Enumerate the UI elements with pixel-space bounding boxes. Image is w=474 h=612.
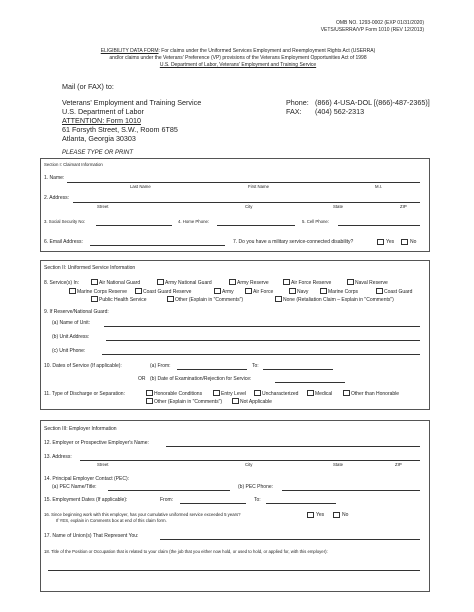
service-from-field[interactable] <box>177 369 247 370</box>
discharge-checkbox[interactable] <box>343 390 350 396</box>
cumulative-service-note: If YES, explain in Comments box at end of this claim form. <box>56 518 167 523</box>
position-title-field[interactable] <box>48 570 420 571</box>
discharge-option-label: Other (Explain in "Comments") <box>154 399 223 405</box>
discharge-option-label: Other than Honorable <box>351 391 400 397</box>
employer-state-caption: State <box>333 462 344 467</box>
employer-zip-caption: ZIP <box>395 462 402 467</box>
pec-phone-field[interactable] <box>282 490 420 491</box>
disability-no-checkbox[interactable] <box>401 239 408 245</box>
pec-name-label: (a) PEC Name/Title: <box>52 484 97 490</box>
union-label: 17. Name of Union(s) That Represent You: <box>44 533 139 539</box>
state-caption: State <box>333 204 344 209</box>
eligibility-desc1: : For claims under the Uniformed Services Employment and Reemployment Rights Act (USERRA) <box>158 48 376 54</box>
employment-from-field[interactable] <box>180 503 246 504</box>
service-label: 8. Service(s) In: <box>44 280 80 286</box>
home-phone-label: 4. Home Phone: <box>178 219 210 224</box>
exam-date-label: (b) Date of Examination/Rejection for Service: <box>150 376 252 382</box>
ssn-label: 3. Social Security No: <box>44 219 86 224</box>
section-1-title: Section I: Claimant Information <box>44 162 103 167</box>
mail-address-line1: Veterans' Employment and Training Service <box>62 98 202 107</box>
mi-caption: M.I. <box>375 184 383 189</box>
pec-phone-label: (b) PEC Phone: <box>238 484 274 490</box>
phone-value: (866) 4-USA-DOL [(866)-487-2365)] <box>315 98 430 107</box>
service-option-label: Other (Explain in "Comments") <box>175 297 244 303</box>
last-name-caption: Last Name <box>130 184 151 189</box>
unit-phone-field[interactable] <box>102 354 420 355</box>
service-checkbox[interactable] <box>275 296 282 302</box>
cumulative-yes-checkbox[interactable] <box>307 512 314 518</box>
mail-to-label: Mail (or FAX) to: <box>62 82 114 91</box>
service-checkbox[interactable] <box>69 288 76 294</box>
discharge-label: 11. Type of Discharge or Separation: <box>44 391 125 397</box>
service-to-field[interactable] <box>263 369 333 370</box>
service-option-label: None (Retaliation Claim – Explain in "Comments") <box>283 297 394 303</box>
discharge-option-label: Medical <box>315 391 333 397</box>
city-caption: City <box>245 204 253 209</box>
position-title-question: 18. Title of the Position or Occupation that is related to your claim (the job that you either now hold, or used to hold, or applied for, with this employer): <box>44 549 328 554</box>
employment-to-field[interactable] <box>266 503 336 504</box>
employer-name-field[interactable] <box>166 446 420 447</box>
employment-from-label: From: <box>160 497 174 503</box>
service-option-label: Navy <box>297 289 309 295</box>
pec-label: 14. Principal Employer Contact (PEC): <box>44 476 130 482</box>
name-field[interactable] <box>67 182 420 183</box>
service-checkbox[interactable] <box>283 279 290 285</box>
discharge-checkbox[interactable] <box>146 398 153 404</box>
section-3-title: Section III: Employer Information <box>44 426 117 432</box>
unit-phone-label: (c) Unit Phone: <box>52 348 86 354</box>
cumulative-service-question: 16. Since beginning work with this employer, has your cumulative uniformed service exceeded 5 years? <box>44 512 241 517</box>
discharge-option-label: Honorable Conditions <box>154 391 203 397</box>
section-2-title: Section II: Uniformed Service Information <box>44 265 136 271</box>
dates-of-service-label: 10. Dates of Service (If applicable): <box>44 363 122 369</box>
employer-street-caption: Street <box>97 462 109 467</box>
discharge-option-label: Uncharacterized <box>262 391 299 397</box>
first-name-caption: First Name <box>248 184 270 189</box>
address-label: 2. Address: <box>44 195 70 201</box>
service-checkbox[interactable] <box>167 296 174 302</box>
union-field[interactable] <box>160 539 420 540</box>
form-revision: VETS/USERRA/VP Form 1010 (REV 12/2013) <box>320 27 424 33</box>
mail-address-line2: U.S. Department of Labor <box>62 107 144 116</box>
eligibility-title: ELIGIBILITY DATA FORM <box>100 48 159 54</box>
service-option-label: Air Force Reserve <box>291 280 332 286</box>
employment-to-label: To: <box>254 497 261 503</box>
reserve-guard-label: 9. If Reserve/National Guard: <box>44 309 109 315</box>
address-field[interactable] <box>73 202 420 203</box>
cumulative-yes-label: Yes <box>316 512 325 518</box>
service-option-label: Marine Corps Reserve <box>77 289 128 295</box>
disability-no-label: No <box>410 239 417 245</box>
mail-address-line5: Atlanta, Georgia 30303 <box>62 134 136 143</box>
service-checkbox[interactable] <box>135 288 142 294</box>
employer-address-label: 13. Address: <box>44 454 72 460</box>
email-label: 6. Email Address: <box>44 239 83 245</box>
service-option-label: Air Force <box>253 289 274 295</box>
or-label: OR <box>138 376 146 382</box>
pec-name-field[interactable] <box>108 490 230 491</box>
cumulative-no-checkbox[interactable] <box>333 512 340 518</box>
eligibility-desc2: and/or claims under the Veterans' Preference (VP) provisions of the Veterans Employment Opportunities Act of 1998 <box>109 55 367 61</box>
cell-phone-label: 5. Cell Phone: <box>302 219 329 224</box>
service-checkbox[interactable] <box>320 288 327 294</box>
discharge-checkbox[interactable] <box>213 390 220 396</box>
service-option-label: Marine Corps <box>328 289 359 295</box>
unit-address-field[interactable] <box>106 340 420 341</box>
eligibility-line1 <box>52 48 424 54</box>
email-field[interactable] <box>90 245 225 246</box>
home-phone-field[interactable] <box>217 225 295 226</box>
service-checkbox[interactable] <box>245 288 252 294</box>
discharge-option-label: Entry Level <box>221 391 247 397</box>
discharge-checkbox[interactable] <box>307 390 314 396</box>
employment-dates-label: 15. Employment Dates (If applicable): <box>44 497 128 503</box>
phone-label: Phone: <box>286 98 309 107</box>
mail-address-line3: ATTENTION: Form 1010 <box>62 116 141 125</box>
service-option-label: Air National Guard <box>99 280 141 286</box>
street-caption: Street <box>97 204 109 209</box>
service-checkbox[interactable] <box>91 279 98 285</box>
service-option-label: Coast Guard Reserve <box>143 289 192 295</box>
disability-yes-checkbox[interactable] <box>377 239 384 245</box>
service-checkbox[interactable] <box>229 279 236 285</box>
cumulative-no-label: No <box>342 512 349 518</box>
service-checkbox[interactable] <box>289 288 296 294</box>
service-option-label: Public Health Service <box>99 297 147 303</box>
employer-address-field[interactable] <box>80 460 420 461</box>
service-checkbox[interactable] <box>347 279 354 285</box>
ssn-field[interactable] <box>96 225 172 226</box>
service-from-label: (a) From: <box>150 363 171 369</box>
service-option-label: Coast Guard <box>384 289 413 295</box>
unit-name-field[interactable] <box>104 326 420 327</box>
fax-label: FAX: <box>286 107 302 116</box>
discharge-checkbox[interactable] <box>254 390 261 396</box>
zip-caption: ZIP <box>400 204 407 209</box>
employer-city-caption: City <box>245 462 253 467</box>
service-checkbox[interactable] <box>91 296 98 302</box>
unit-address-label: (b) Unit Address: <box>52 334 90 340</box>
service-checkbox[interactable] <box>214 288 221 294</box>
unit-name-label: (a) Name of Unit: <box>52 320 91 326</box>
name-label: 1. Name: <box>44 175 65 181</box>
disability-question: 7. Do you have a military service-connected disability? <box>233 239 354 245</box>
discharge-option-label: Not Applicable <box>240 399 272 405</box>
omb-number: OMB NO. 1293-0002 (EXP 01/31/2020) <box>335 20 424 26</box>
exam-date-field[interactable] <box>275 382 345 383</box>
employer-name-label: 12. Employer or Prospective Employer's Name: <box>44 440 149 446</box>
mail-address-line4: 61 Forsyth Street, S.W., Room 6T85 <box>62 125 178 134</box>
fax-value: (404) 562-2313 <box>315 107 365 116</box>
service-option-label: Army National Guard <box>165 280 212 286</box>
service-option-label: Army Reserve <box>237 280 269 286</box>
service-option-label: Army <box>222 289 234 295</box>
service-to-label: To: <box>252 363 259 369</box>
eligibility-desc3: U.S. Department of Labor, Veterans' Employment and Training Service <box>159 62 317 68</box>
discharge-checkbox[interactable] <box>232 398 239 404</box>
cell-phone-field[interactable] <box>338 225 420 226</box>
discharge-checkbox[interactable] <box>146 390 153 396</box>
service-checkbox[interactable] <box>157 279 164 285</box>
service-checkbox[interactable] <box>376 288 383 294</box>
service-option-label: Naval Reserve <box>355 280 388 286</box>
please-type-note: PLEASE TYPE OR PRINT <box>62 150 134 156</box>
disability-yes-label: Yes <box>386 239 395 245</box>
